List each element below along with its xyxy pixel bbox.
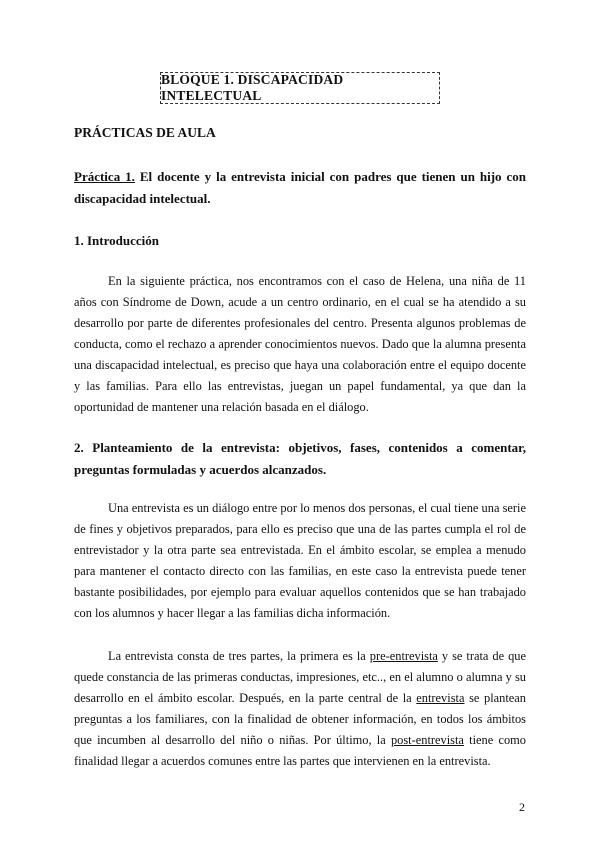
block-title: BLOQUE 1. DISCAPACIDAD INTELECTUAL <box>161 72 344 103</box>
section-title: PRÁCTICAS DE AULA <box>74 125 216 140</box>
practice-heading <box>74 166 526 210</box>
term-post-entrevista: post-entrevista <box>390 733 464 747</box>
block-title-box <box>160 72 440 104</box>
term-pre-entrevista: pre-entrevista <box>369 649 438 663</box>
term-entrevista: entrevista <box>416 691 465 705</box>
phases-text-4: tiene como finalidad llegar a acuerdos comunes entre las partes que intervienen en la entrevista. <box>74 733 526 768</box>
intro-paragraph: En la siguiente práctica, nos encontramos con el caso de Helena, una niña de 11 años con Síndrome de Down, acude a un centro ordinario, en el cual se ha atendido a su desarrollo por parte de diferentes profesionales del centro. Presenta algunos problemas de conducta, como el rechazo a aprender conocimientos nuevos. Dado que la alumna presenta una discapacidad intelectual, es preciso que haya una colaboración entre el equipo docente y las familias. Para ello las entrevistas, juegan un papel fundamental, ya que dan la oportunidad de mantener una relación basada en el diálogo. <box>74 274 526 414</box>
page-number: 2 <box>519 800 525 814</box>
paragraph-interview-phases <box>74 646 526 772</box>
paragraph-interview-definition: Una entrevista es un diálogo entre por lo menos dos personas, el cual tiene una serie de fines y objetivos preparados, para ello es preciso que una de las partes cumpla el rol de entrevistador y la otra parte sea entrevistada. En el ámbito escolar, se emplea a menudo para mantener el contacto directo con las familias, en este caso la entrevista puede tener bastante posibilidades, por ejemplo para evaluar aquellos contenidos que se han trabajado con los alumnos y hacer llegar a las familias dicha información. <box>74 501 526 620</box>
heading-interview: 2. Planteamiento de la entrevista: objetivos, fases, contenidos a comentar, preguntas formuladas y acuerdos alcanzados. <box>74 440 526 477</box>
phases-text-1: La entrevista consta de tres partes, la primera es la <box>108 649 370 663</box>
practice-title: El docente y la entrevista inicial con padres que tienen un hijo con discapacidad intelectual. <box>74 169 526 206</box>
phases-text-2: y se trata de que quede constancia de las primeras conductas, impresiones, etc.., en el alumno o alumna y su desarrollo en el ámbito escolar. Después, en la parte central de la <box>74 649 526 705</box>
phases-text-3: se plantean preguntas a los familiares, con la finalidad de obtener información, en todos los ámbitos que incumben al desarrollo del niño o niñas. Por último, la <box>74 691 526 747</box>
practice-label: Práctica 1. <box>74 169 135 184</box>
heading-introduction: 1. Introducción <box>74 233 159 248</box>
